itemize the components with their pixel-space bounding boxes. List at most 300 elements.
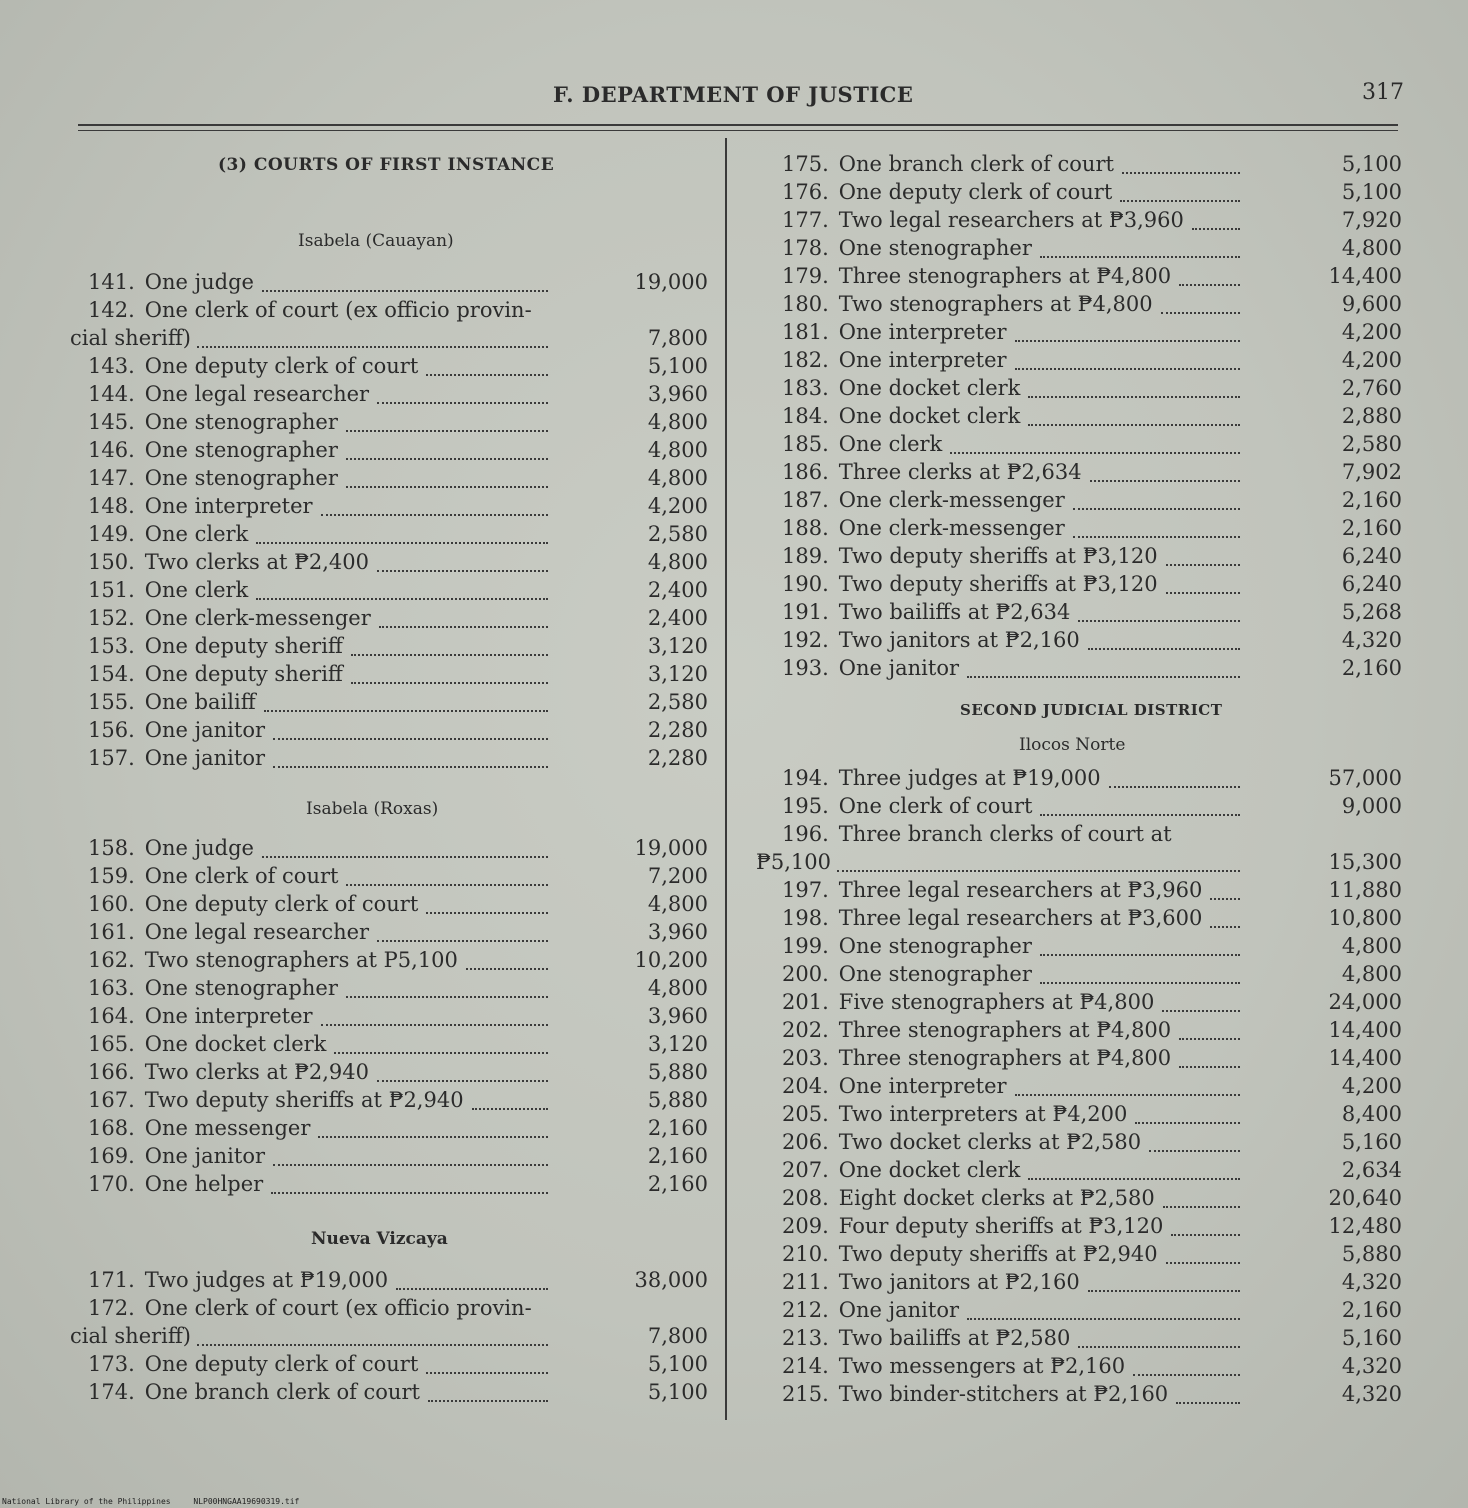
line-item-label: Two messengers at ₱2,160 [838, 1354, 1126, 1378]
line-item-label: One janitor [144, 1144, 266, 1168]
line-item-number: 146. [88, 438, 135, 462]
line-item-number: 183. [782, 376, 829, 400]
line-item-number: 195. [782, 794, 829, 818]
line-item-amount: 10,800 [1328, 906, 1402, 930]
dot-leader [1176, 1402, 1240, 1404]
line-item-text [88, 270, 254, 294]
line-item-amount: 14,400 [1328, 1018, 1402, 1042]
line-item-label: Two bailiffs at ₱2,634 [838, 600, 1071, 624]
line-item-text [782, 488, 1065, 512]
line-item-label: Two stenographers at P5,100 [144, 948, 458, 972]
dot-leader [1078, 1346, 1240, 1348]
line-item-label: One stenographer [838, 962, 1032, 986]
line-item-number: 193. [782, 656, 829, 680]
dot-leader [1135, 1122, 1240, 1124]
line-item [782, 180, 1402, 206]
line-item-amount: 4,800 [647, 976, 708, 1000]
line-item-label: One legal researcher [144, 920, 370, 944]
line-item-number: 198. [782, 906, 829, 930]
line-item-label: One judge [144, 836, 254, 860]
line-item-text [782, 1074, 1007, 1098]
line-item-number: 162. [88, 948, 135, 972]
line-item-amount: 10,200 [634, 948, 708, 972]
line-item-amount: 4,800 [647, 438, 708, 462]
line-item-label: One clerk of court [144, 864, 339, 888]
line-item-label: One legal researcher [144, 382, 370, 406]
line-item-label: One clerk of court (ex officio provin- [144, 298, 532, 322]
line-item [88, 550, 708, 576]
line-item-number: 184. [782, 404, 829, 428]
line-item-label: One deputy clerk of court [838, 180, 1113, 204]
line-item-number: 147. [88, 466, 135, 490]
line-item-amount: 5,880 [1341, 1242, 1402, 1266]
line-item-text [782, 1130, 1141, 1154]
dot-leader [396, 1288, 548, 1290]
line-item-text [782, 320, 1007, 344]
line-item [782, 236, 1402, 262]
line-item-text [782, 180, 1112, 204]
line-item-label: One judge [144, 270, 254, 294]
line-item [756, 822, 1402, 874]
line-item-number: 143. [88, 354, 135, 378]
line-item [88, 1352, 708, 1378]
dot-leader [1028, 424, 1240, 426]
line-item-number: 152. [88, 606, 135, 630]
dot-leader [837, 870, 1240, 872]
dot-leader [426, 374, 548, 376]
line-item [782, 152, 1402, 178]
line-item-text [88, 550, 369, 574]
line-item-amount: 3,960 [647, 1004, 708, 1028]
line-item [88, 690, 708, 716]
dot-leader [967, 676, 1240, 678]
line-item-text [88, 354, 418, 378]
line-item-number: 181. [782, 320, 829, 344]
line-item-number: 194. [782, 766, 829, 790]
dot-leader [1088, 1290, 1240, 1292]
dot-leader [1015, 1094, 1240, 1096]
group-heading: Isabela (Roxas) [306, 799, 439, 819]
line-item-amount: 5,160 [1341, 1130, 1402, 1154]
line-item-amount: 4,800 [647, 466, 708, 490]
line-item-number: 174. [88, 1380, 135, 1404]
dot-leader [1162, 1010, 1240, 1012]
line-item-amount: 3,120 [647, 634, 708, 658]
line-item-amount: 4,320 [1341, 1270, 1402, 1294]
line-item-text [782, 1018, 1171, 1042]
line-item-number: 150. [88, 550, 135, 574]
line-item-number: 163. [88, 976, 135, 1000]
line-item-label: Three stenographers at ₱4,800 [838, 264, 1172, 288]
line-item-amount: 4,320 [1341, 628, 1402, 652]
line-item-text [782, 152, 1114, 176]
line-item-label: One docket clerk [838, 1158, 1021, 1182]
line-item-number: 167. [88, 1088, 135, 1112]
line-item-text [88, 718, 265, 742]
line-item-amount: 2,160 [647, 1144, 708, 1168]
line-item-label: Two bailiffs at ₱2,580 [838, 1326, 1071, 1350]
line-item-number: 165. [88, 1032, 135, 1056]
footer-file: NLP00HNGAA19690319.tif [193, 1497, 300, 1506]
dot-leader [377, 570, 548, 572]
line-item [70, 298, 708, 350]
line-item-text [88, 1032, 326, 1056]
line-item [88, 522, 708, 548]
dot-leader [466, 968, 548, 970]
dot-leader [318, 1136, 548, 1138]
dot-leader [426, 912, 548, 914]
line-item [88, 354, 708, 380]
line-item-number: 203. [782, 1046, 829, 1070]
line-item [88, 1060, 708, 1086]
line-item-amount: 2,160 [1341, 488, 1402, 512]
line-item-number: 169. [88, 1144, 135, 1168]
line-item-number: 207. [782, 1158, 829, 1182]
line-item-amount: 2,160 [647, 1116, 708, 1140]
line-item-number: 212. [782, 1298, 829, 1322]
line-item-text [88, 690, 256, 714]
line-item-amount: 19,000 [634, 836, 708, 860]
dot-leader [1073, 508, 1240, 510]
line-item-number: 213. [782, 1326, 829, 1350]
line-item-text [88, 438, 338, 462]
line-item-text [88, 522, 248, 546]
line-item-number: 191. [782, 600, 829, 624]
line-item-text [88, 1380, 420, 1404]
line-item-text [88, 976, 338, 1000]
line-item [88, 1088, 708, 1114]
line-item-number: 196. [782, 822, 829, 846]
line-item-text [782, 1046, 1171, 1070]
line-item-text [88, 1172, 263, 1196]
line-item-amount: 5,100 [647, 1380, 708, 1404]
dot-leader [351, 682, 548, 684]
line-item-amount: 38,000 [634, 1268, 708, 1292]
line-item-number: 189. [782, 544, 829, 568]
line-item-text [88, 1004, 313, 1028]
dot-leader [1179, 284, 1240, 286]
line-item-text [88, 634, 343, 658]
line-item-amount: 4,800 [647, 550, 708, 574]
line-item-number: 175. [782, 152, 829, 176]
dot-leader [1179, 1066, 1240, 1068]
line-item-text [782, 544, 1158, 568]
line-item [88, 662, 708, 688]
line-item-text [782, 404, 1020, 428]
line-item [782, 516, 1402, 542]
line-item-amount: 5,880 [647, 1088, 708, 1112]
line-item-text [782, 600, 1070, 624]
line-item [782, 1046, 1402, 1072]
line-item-text [782, 460, 1082, 484]
line-item-amount: 57,000 [1328, 766, 1402, 790]
line-item-amount: 3,960 [647, 920, 708, 944]
line-item-label: Two deputy sheriffs at ₱2,940 [144, 1088, 464, 1112]
line-item-label: One clerk [144, 522, 249, 546]
line-item-number: 156. [88, 718, 135, 742]
line-item-label: One docket clerk [838, 404, 1021, 428]
line-item-text [782, 1214, 1163, 1238]
line-item-amount: 4,200 [1341, 348, 1402, 372]
line-item-label: Five stenographers at ₱4,800 [838, 990, 1155, 1014]
line-item-label: Three clerks at ₱2,634 [838, 460, 1082, 484]
line-item-amount: 5,100 [647, 1352, 708, 1376]
line-item-text [782, 516, 1065, 540]
line-item-amount: 5,100 [1341, 180, 1402, 204]
line-item-text [782, 628, 1080, 652]
line-item-text [88, 948, 458, 972]
line-item-amount: 2,580 [647, 690, 708, 714]
line-item-amount: 24,000 [1328, 990, 1402, 1014]
dot-leader [351, 654, 548, 656]
line-item-label: One deputy clerk of court [144, 892, 419, 916]
line-item-number: 180. [782, 292, 829, 316]
line-item-label: Two clerks at ₱2,940 [144, 1060, 370, 1084]
line-item-label: One stenographer [144, 438, 338, 462]
group-heading: Isabela (Cauayan) [298, 231, 454, 251]
line-item [88, 864, 708, 890]
line-item [782, 432, 1402, 458]
line-item-text [782, 656, 959, 680]
line-item [88, 746, 708, 772]
line-item-amount: 15,300 [1328, 850, 1402, 874]
line-item [88, 438, 708, 464]
dot-leader [334, 1052, 548, 1054]
line-item-number: 155. [88, 690, 135, 714]
line-item-label: One helper [144, 1172, 264, 1196]
line-item-text [782, 236, 1032, 260]
header-rule-thin [78, 130, 1398, 131]
line-item [782, 1326, 1402, 1352]
line-item-amount: 6,240 [1341, 572, 1402, 596]
line-item-amount: 7,800 [647, 1324, 708, 1348]
line-item-text [782, 878, 1202, 902]
line-item-number: 166. [88, 1060, 135, 1084]
line-item [88, 948, 708, 974]
line-item-text [782, 376, 1020, 400]
line-item-text [782, 794, 1032, 818]
line-item-label: One stenographer [144, 976, 338, 1000]
dot-leader [321, 1024, 548, 1026]
line-item-text [782, 1102, 1127, 1126]
line-item-amount: 4,320 [1341, 1382, 1402, 1406]
line-item-number: 159. [88, 864, 135, 888]
line-item [782, 572, 1402, 598]
line-item-amount: 4,200 [647, 494, 708, 518]
line-item [782, 1214, 1402, 1240]
line-item [782, 292, 1402, 318]
line-item [782, 600, 1402, 626]
dot-leader [271, 1192, 548, 1194]
line-item-amount: 19,000 [634, 270, 708, 294]
line-item-number: 145. [88, 410, 135, 434]
dot-leader [346, 486, 548, 488]
dot-leader [273, 1164, 548, 1166]
dot-leader [1122, 172, 1240, 174]
dot-leader [1015, 368, 1240, 370]
line-item [88, 1032, 708, 1058]
line-item-number: 161. [88, 920, 135, 944]
line-item-number: 171. [88, 1268, 135, 1292]
line-item-text [88, 466, 338, 490]
line-item-text [782, 990, 1154, 1014]
line-item [88, 1380, 708, 1406]
line-item-label: One stenographer [838, 934, 1032, 958]
line-item-amount: 8,400 [1341, 1102, 1402, 1126]
line-item-label: Three stenographers at ₱4,800 [838, 1018, 1172, 1042]
line-item-amount: 4,800 [1341, 934, 1402, 958]
line-item-number: 202. [782, 1018, 829, 1042]
line-item-text [782, 264, 1171, 288]
line-item-number: 214. [782, 1354, 829, 1378]
line-item [782, 1102, 1402, 1128]
line-item-amount: 7,920 [1341, 208, 1402, 232]
line-item-amount: 9,000 [1341, 794, 1402, 818]
dot-leader [1040, 814, 1240, 816]
line-item-number: 211. [782, 1270, 829, 1294]
line-item-number: 208. [782, 1186, 829, 1210]
line-item-label: Two stenographers at ₱4,800 [838, 292, 1153, 316]
line-item-text [88, 1296, 532, 1320]
line-item [88, 1144, 708, 1170]
line-item-label: One stenographer [144, 466, 338, 490]
column-divider [725, 138, 727, 1420]
line-item-label: One deputy clerk of court [144, 354, 419, 378]
line-item-label: One interpreter [838, 320, 1007, 344]
dot-leader [1040, 256, 1240, 258]
line-item-label: Two judges at ₱19,000 [144, 1268, 389, 1292]
line-item [782, 1270, 1402, 1296]
dot-leader [273, 766, 548, 768]
dot-leader [1166, 1262, 1240, 1264]
line-item-label: One deputy clerk of court [144, 1352, 419, 1376]
line-item-text [782, 292, 1153, 316]
line-item [782, 656, 1402, 682]
line-item-label: Three legal researchers at ₱3,600 [838, 906, 1203, 930]
line-item [782, 404, 1402, 430]
line-item-label: One interpreter [838, 1074, 1007, 1098]
footer-library: National Library of the Philippines [2, 1497, 171, 1506]
line-item-number: 176. [782, 180, 829, 204]
line-item [88, 606, 708, 632]
line-item-number: 158. [88, 836, 135, 860]
line-item-number: 172. [88, 1296, 135, 1320]
line-item-amount: 2,160 [647, 1172, 708, 1196]
line-item-label: One branch clerk of court [838, 152, 1114, 176]
line-item-text [782, 1242, 1158, 1266]
dot-leader [1149, 1150, 1240, 1152]
line-item-number: 200. [782, 962, 829, 986]
line-item-amount: 6,240 [1341, 544, 1402, 568]
district-heading: SECOND JUDICIAL DISTRICT [960, 701, 1223, 719]
line-item [782, 376, 1402, 402]
line-item [70, 1296, 708, 1348]
line-item-label: One docket clerk [144, 1032, 327, 1056]
line-item-amount: 5,880 [647, 1060, 708, 1084]
line-item-number: 209. [782, 1214, 829, 1238]
line-item-amount: 4,320 [1341, 1354, 1402, 1378]
line-item [782, 1298, 1402, 1324]
line-item-amount: 11,880 [1328, 878, 1402, 902]
dot-leader [1028, 396, 1240, 398]
line-item-text [782, 906, 1202, 930]
dot-leader [377, 940, 548, 942]
dot-leader [1166, 564, 1240, 566]
line-item [88, 920, 708, 946]
dot-leader [197, 1344, 548, 1346]
line-item-text [782, 822, 1172, 846]
line-item-text [88, 410, 338, 434]
line-item-text [88, 494, 313, 518]
line-item-label: One janitor [144, 746, 266, 770]
line-item-label: Three legal researchers at ₱3,960 [838, 878, 1203, 902]
line-item-amount: 2,580 [647, 522, 708, 546]
line-item-number: 188. [782, 516, 829, 540]
line-item-label: Two legal researchers at ₱3,960 [838, 208, 1184, 232]
line-item-number: 160. [88, 892, 135, 916]
line-item-continuation: cial sheriff) [70, 1324, 191, 1348]
line-item-amount: 14,400 [1328, 264, 1402, 288]
dot-leader [1040, 982, 1240, 984]
line-item-number: 177. [782, 208, 829, 232]
page-number: 317 [1362, 80, 1404, 105]
line-item [782, 990, 1402, 1016]
line-item [88, 836, 708, 862]
dot-leader [377, 1080, 548, 1082]
line-item-label: Two deputy sheriffs at ₱2,940 [838, 1242, 1158, 1266]
line-item-number: 204. [782, 1074, 829, 1098]
line-item-amount: 4,800 [647, 892, 708, 916]
dot-leader [1166, 592, 1240, 594]
page-header-title: F. DEPARTMENT OF JUSTICE [553, 82, 914, 107]
line-item-number: 154. [88, 662, 135, 686]
line-item-number: 185. [782, 432, 829, 456]
line-item [782, 1354, 1402, 1380]
dot-leader [346, 996, 548, 998]
line-item-label: One stenographer [838, 236, 1032, 260]
line-item-text [782, 1270, 1080, 1294]
line-item [88, 892, 708, 918]
line-item-continuation: ₱5,100 [756, 850, 831, 874]
line-item-text [88, 298, 532, 322]
dot-leader [256, 542, 548, 544]
line-item-label: Two deputy sheriffs at ₱3,120 [838, 544, 1158, 568]
line-item-number: 144. [88, 382, 135, 406]
line-item [88, 1268, 708, 1294]
line-item-text [88, 1060, 369, 1084]
line-item [88, 1116, 708, 1142]
line-item [782, 766, 1402, 792]
line-item-label: One clerk of court [838, 794, 1033, 818]
dot-leader [1109, 786, 1240, 788]
line-item-amount: 2,160 [1341, 1298, 1402, 1322]
line-item-text [88, 746, 265, 770]
line-item-label: Two binder-stitchers at ₱2,160 [838, 1382, 1169, 1406]
line-item-number: 205. [782, 1102, 829, 1126]
line-item-label: One interpreter [144, 494, 313, 518]
line-item-label: One interpreter [838, 348, 1007, 372]
scan-footer [2, 1497, 317, 1506]
line-item-number: 210. [782, 1242, 829, 1266]
line-item-text [88, 606, 371, 630]
line-item-number: 170. [88, 1172, 135, 1196]
line-item-label: One clerk of court (ex officio provin- [144, 1296, 532, 1320]
dot-leader [346, 884, 548, 886]
dot-leader [1161, 312, 1240, 314]
line-item-label: One stenographer [144, 410, 338, 434]
line-item [88, 410, 708, 436]
line-item-number: 190. [782, 572, 829, 596]
